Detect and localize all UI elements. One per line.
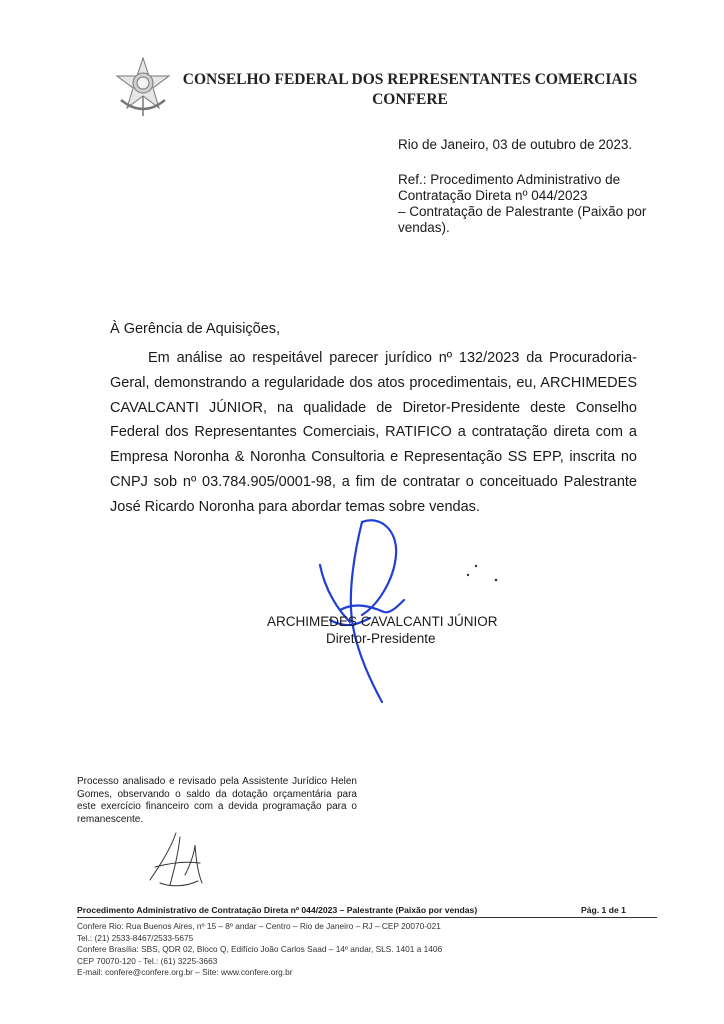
coat-of-arms-seal (113, 56, 173, 118)
handwritten-signature (300, 510, 430, 710)
org-name: CONSELHO FEDERAL DOS REPRESENTANTES COMERCIAIS (182, 71, 638, 88)
org-acronym: CONFERE (372, 91, 448, 108)
address-line: Tel.: (21) 2533-8467/2533-5675 (77, 932, 194, 943)
reviewer-initials (140, 825, 220, 895)
reference-line: Contratação Direta nº 044/2023 (398, 188, 588, 203)
page-number: Pág. 1 de 1 (581, 905, 626, 915)
organization-header (180, 70, 640, 110)
body-text (110, 346, 637, 520)
greeting: À Gerência de Aquisições, (110, 321, 281, 337)
signatory-name: ARCHIMEDES CAVALCANTI JÚNIOR (267, 614, 498, 629)
document-date: Rio de Janeiro, 03 de outubro de 2023. (398, 137, 633, 152)
review-note: Processo analisado e revisado pela Assistente Jurídico Helen Gomes, observando o saldo da dotação orçamentária para este exercício financeiro com a devida programação para o remanescente. (77, 776, 357, 825)
footer-address (77, 921, 442, 979)
reference-line: vendas). (398, 220, 450, 235)
ink-marks (460, 560, 520, 590)
reference-block (398, 172, 668, 236)
reference-line: – Contratação de Palestrante (Paixão por (398, 204, 647, 219)
reference-line: Ref.: Procedimento Administrativo de (398, 172, 621, 187)
footer-title: Procedimento Administrativo de Contratação Direta nº 044/2023 – Palestrante (Paixão por vendas) (77, 905, 478, 915)
address-line: Confere Rio: Rua Buenos Aires, nº 15 – 8º andar – Centro – Rio de Janeiro – RJ – CEP 20070-021 (77, 921, 441, 931)
signatory-role: Diretor-Presidente (326, 631, 436, 646)
body-paragraph: Em análise ao respeitável parecer jurídico nº 132/2023 da Procuradoria-Geral, demonstrando a regularidade dos atos procedimentais, eu, ARCHIMEDES CAVALCANTI JÚNIOR, na qualidade de Diretor-Presidente deste Conselho Federal dos Representantes Comerciais, RATIFICO a contratação direta com a Empresa Noronha & Noronha Consultoria e Representação SS EPP, inscrita no CNPJ sob nº 03.784.905/0001-98, a fim de contratar o conceituado Palestrante José Ricardo Noronha para abordar temas sobre vendas. (110, 350, 637, 515)
footer-divider (77, 917, 657, 918)
address-line: CEP 70070-120 - Tel.: (61) 3225-3663 (77, 955, 218, 966)
address-line: E-mail: confere@confere.org.br – Site: www.confere.org.br (77, 967, 293, 978)
address-line: Confere Brasília: SBS, QDR 02, Bloco Q, Edifício João Carlos Saad – 14º andar, SLS. 1401 a 1406 (77, 944, 443, 955)
